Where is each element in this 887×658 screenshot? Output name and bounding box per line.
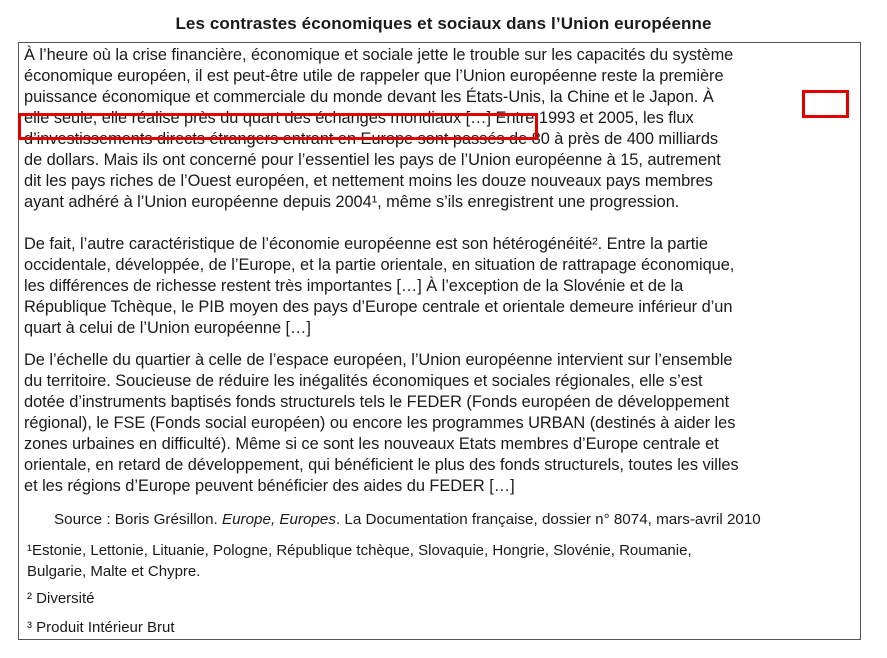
source-suffix: . La Documentation française, dossier n° 8074, mars-avril 2010 xyxy=(335,511,761,528)
paragraph-line: ayant adhéré à l’Union européenne depuis 2004¹, même s’ils enregistrent une progression. xyxy=(24,193,680,211)
footnote-1 xyxy=(27,540,692,582)
source-prefix: Source : Boris Grésillon. xyxy=(54,511,222,528)
document-title: Les contrastes économiques et sociaux dans l’Union européenne xyxy=(175,14,712,33)
footnote-line: ³ Produit Intérieur Brut xyxy=(27,619,175,636)
paragraph-line: zones urbaines en difficulté). Même si ce sont les nouveaux Etats membres d’Europe centrale et xyxy=(24,435,719,453)
footnote-2 xyxy=(27,588,95,609)
paragraph-line: quart à celui de l’Union européenne […] xyxy=(24,319,311,337)
paragraph-line: de dollars. Mais ils ont concerné pour l’essentiel les pays de l’Union européenne à 15, autrement xyxy=(24,151,721,169)
paragraph-line: et les régions d’Europe peuvent bénéficier des aides du FEDER […] xyxy=(24,477,515,495)
paragraph-line: les différences de richesse restent très importantes […] À l’exception de la Slovénie et de la xyxy=(24,277,684,295)
paragraph-line: économique européen, il est peut-être utile de rappeler que l’Union européenne reste la première xyxy=(24,67,724,85)
paragraph-1 xyxy=(24,45,854,213)
source-book-title: Europe, Europes xyxy=(221,511,336,528)
paragraph-line: du territoire. Soucieuse de réduire les inégalités économiques et sociales régionales, elle s’est xyxy=(24,372,703,390)
paragraph-line: dit les pays riches de l’Ouest européen, et nettement moins les douze nouveaux pays membres xyxy=(24,172,713,190)
paragraph-line: occidentale, développée, de l’Europe, et la partie orientale, en situation de rattrapage économique, xyxy=(24,256,735,274)
paragraph-line: elle seule, elle réalise près du quart des échanges mondiaux […] Entre 1993 et 2005, les flux xyxy=(24,109,694,127)
paragraph-line: orientale, en retard de développement, qui bénéficient le plus des fonds structurels, toutes les villes xyxy=(24,456,739,474)
paragraph-3 xyxy=(24,350,854,497)
paragraph-line: régional), le FSE (Fonds social européen) ou encore les programmes URBAN (destinés à aider les xyxy=(24,414,736,432)
paragraph-line: À l’heure où la crise financière, économique et sociale jette le trouble sur les capacités du système xyxy=(24,46,734,64)
footnote-line: ¹Estonie, Lettonie, Lituanie, Pologne, République tchèque, Slovaquie, Hongrie, Slovénie, Roumanie, xyxy=(27,542,692,559)
paragraph-line: République Tchèque, le PIB moyen des pays d’Europe centrale et orientale demeure inférieur d’un xyxy=(24,298,733,316)
source-citation xyxy=(54,511,761,528)
footnote-line: Bulgarie, Malte et Chypre. xyxy=(27,563,201,580)
paragraph-line: De fait, l’autre caractéristique de l’économie européenne est son hétérogénéité². Entre la partie xyxy=(24,235,708,253)
paragraph-2 xyxy=(24,234,854,339)
paragraph-line: De l’échelle du quartier à celle de l’espace européen, l’Union européenne intervient sur l’ensemble xyxy=(24,351,733,369)
paragraph-line: dotée d’instruments baptisés fonds structurels tels le FEDER (Fonds européen de développement xyxy=(24,393,730,411)
paragraph-line: puissance économique et commerciale du monde devant les États-Unis, la Chine et le Japon. À xyxy=(24,88,714,106)
footnote-3 xyxy=(27,617,175,638)
footnote-line: ² Diversité xyxy=(27,590,95,607)
paragraph-line: d’investissements directs étrangers entrant en Europe sont passés de 80 à près de 400 milliards xyxy=(24,130,719,148)
